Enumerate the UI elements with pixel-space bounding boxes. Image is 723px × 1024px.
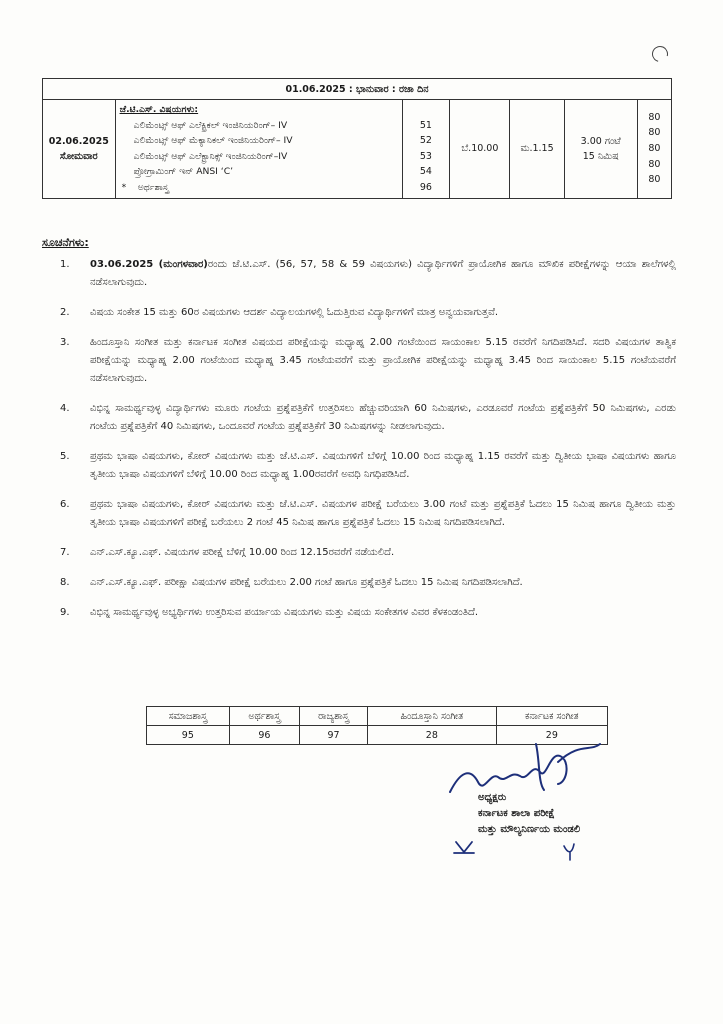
codes-value: 97 — [300, 726, 368, 745]
signatory-org-line1: ಕರ್ನಾಟಕ ಶಾಲಾ ಪರೀಕ್ಷೆ — [478, 808, 555, 819]
note-item — [60, 496, 676, 532]
signatory-block — [478, 790, 580, 838]
subject-name-starred — [120, 180, 398, 196]
exam-row — [43, 100, 672, 199]
note-text: ಎನ್.ಎಸ್.ಕ್ಯೂ.ಎಫ್. ವಿಷಯಗಳ ಪರೀಕ್ಷೆ ಬೆಳಿಗ್ಗೆ 10.00 ರಿಂದ 12.15ರವರೆಗೆ ನಡೆಯಲಿದೆ. — [90, 547, 395, 558]
codes-header: ರಾಜ್ಯಶಾಸ್ತ್ರ — [300, 707, 368, 726]
initials-mark-icon — [452, 838, 476, 858]
subject-group-header: ಜೆ.ಟಿ.ಎಸ್. ವಿಷಯಗಳು: — [119, 104, 199, 115]
exam-date-cell — [43, 100, 116, 199]
subject-marks: 80 — [648, 142, 661, 154]
note-text: ವಿಭಿನ್ನ ಸಾಮರ್ಥ್ಯವುಳ್ಳ ಅಭ್ಯರ್ಥಿಗಳು ಉತ್ತರಿಸುವ ಪರ್ಯಾಯ ವಿಷಯಗಳು ಮತ್ತು ವಿಷಯ ಸಂಕೇತಗಳ ವಿವರ ಕೆಳಕಂಡಂತಿದೆ. — [90, 607, 479, 618]
signatory-designation: ಅಧ್ಯಕ್ಷರು — [478, 792, 507, 803]
note-number: 7. — [60, 547, 70, 558]
subject-code: 54 — [419, 166, 432, 178]
corner-mark-icon — [649, 43, 671, 65]
subject-code: 96 — [419, 181, 432, 193]
note-number: 8. — [60, 577, 70, 588]
subject-marks: 80 — [648, 174, 661, 186]
note-item — [60, 334, 676, 388]
subject-code: 51 — [419, 119, 432, 131]
tick-mark-icon — [560, 840, 580, 862]
note-item — [60, 304, 676, 322]
duration-cell — [564, 100, 637, 199]
note-text: ರಂದು ಜೆ.ಟಿ.ಎಸ್. (56, 57, 58 & 59 ವಿಷಯಗಳು) ವಿದ್ಯಾರ್ಥಿಗಳಿಗೆ ಪ್ರಾಯೋಗಿಕ ಹಾಗೂ ಮೌಖಿಕ ಪರೀಕ್ಷೆಗಳನ್ನು ಆಯಾ ಶಾಲೆಗಳಲ್ಲಿ ನಡೆಸಲಾಗುವುದು. — [90, 259, 676, 288]
notes-list — [60, 256, 676, 634]
subject-code: 52 — [419, 135, 432, 147]
note-number: 5. — [60, 451, 70, 462]
subject-name: ಎಲಿಮೆಂಟ್ಸ್ ಆಫ್ ಎಲೆಕ್ಟ್ರಿಕಲ್ ಇಂಜಿನಿಯರಿಂಗ್– IV — [133, 119, 288, 131]
subject-marks: 80 — [648, 127, 661, 139]
subject-name: ಎಲಿಮೆಂಟ್ಸ್ ಆಫ್ ಎಲೆಕ್ಟ್ರಾನಿಕ್ಸ್ ಇಂಜಿನಿಯರಿಂಗ್–IV — [133, 150, 288, 162]
codes-header-row — [147, 707, 608, 726]
subject-code: 53 — [419, 150, 432, 162]
duration-minutes: 15 ನಿಮಿಷ — [582, 150, 619, 162]
note-item — [60, 448, 676, 484]
note-text: ಹಿಂದೂಸ್ತಾನಿ ಸಂಗೀತ ಮತ್ತು ಕರ್ನಾಟಕ ಸಂಗೀತ ವಿಷಯದ ಪರೀಕ್ಷೆಯನ್ನು ಮಧ್ಯಾಹ್ನ 2.00 ಗಂಟೆಯಿಂದ ಸಾಯಂಕಾಲ 5.15 ರವರೆಗೆ ನಿಗದಿಪಡಿಸಿದೆ. ಸದರಿ ವಿಷಯಗಳ ತಾತ್ವಿಕ ಪರೀಕ್ಷೆಯನ್ನು ಮಧ್ಯಾಹ್ನ 2.00 ಗಂಟೆಯಿಂದ ಮಧ್ಯಾಹ್ನ 3.45 ಗಂಟೆಯವರೆಗೆ ಮತ್ತು ಪ್ರಾಯೋಗಿಕ ಪರೀಕ್ಷೆಯನ್ನು ಮಧ್ಯಾಹ್ನ 3.45 ರಿಂದ ಸಾಯಂಕಾಲ 5.15 ಗಂಟೆಯವರೆಗೆ ನಡೆಸಲಾಗುವುದು. — [90, 337, 676, 384]
codes-header: ಹಿಂದೂಸ್ತಾನಿ ಸಂಗೀತ — [368, 707, 497, 726]
note-item — [60, 544, 676, 562]
note-text: ಎನ್.ಎಸ್.ಕ್ಯೂ.ಎಫ್. ಪರೀಕ್ಷಾ ವಿಷಯಗಳ ಪರೀಕ್ಷೆ ಬರೆಯಲು 2.00 ಗಂಟೆ ಹಾಗೂ ಪ್ರಶ್ನೆಪತ್ರಿಕೆ ಓದಲು 15 ನಿಮಿಷ ನಿಗದಿಪಡಿಸಲಾಗಿದೆ. — [90, 577, 523, 588]
star-marker: * — [121, 181, 127, 193]
notes-title: ಸೂಚನೆಗಳು: — [42, 236, 89, 249]
note-item — [60, 400, 676, 436]
codes-value: 28 — [368, 726, 497, 745]
codes-value: 95 — [147, 726, 230, 745]
note-number: 4. — [60, 403, 70, 414]
subject-name: ಎಲಿಮೆಂಟ್ಸ್ ಆಫ್ ಮೆಕ್ಯಾನಿಕಲ್ ಇಂಜಿನಿಯರಿಂಗ್– IV — [133, 135, 293, 147]
note-text: ಪ್ರಥಮ ಭಾಷಾ ವಿಷಯಗಳು, ಕೋರ್ ವಿಷಯಗಳು ಮತ್ತು ಜೆ.ಟಿ.ಎಸ್. ವಿಷಯಗಳಿಗೆ ಬೆಳಿಗ್ಗೆ 10.00 ರಿಂದ ಮಧ್ಯಾಹ್ನ 1.15 ರವರೆಗೆ ಮತ್ತು ದ್ವಿತೀಯ ಭಾಷಾ ವಿಷಯಗಳು ಹಾಗೂ ತೃತೀಯ ಭಾಷಾ ವಿಷಯಗಳಿಗೆ ಬೆಳಿಗ್ಗೆ 10.00 ರಿಂದ ಮಧ್ಯಾಹ್ನ 1.00ರವರೆಗೆ ಅವಧಿ ನಿಗಧಿಪಡಿಸಿದೆ. — [90, 451, 676, 480]
codes-header: ಸಮಾಜಶಾಸ್ತ್ರ — [147, 707, 230, 726]
note-text: ವಿಷಯ ಸಂಕೇತ 15 ಮತ್ತು 60ರ ವಿಷಯಗಳು ಆದರ್ಶ ವಿದ್ಯಾಲಯಗಳಲ್ಲಿ ಓದುತ್ತಿರುವ ವಿದ್ಯಾರ್ಥಿಗಳಿಗೆ ಮಾತ್ರ ಅನ್ವಯವಾಗುತ್ತವೆ. — [90, 307, 499, 318]
exam-date: 02.06.2025 — [48, 135, 109, 147]
exam-schedule-table — [42, 78, 672, 199]
subject-marks: 80 — [648, 158, 661, 170]
note-item — [60, 256, 676, 292]
note-number: 9. — [60, 607, 70, 618]
holiday-cell: 01.06.2025 : ಭಾನುವಾರ : ರಜಾ ದಿನ — [43, 79, 672, 100]
start-time-cell: ಬೆ.10.00 — [450, 100, 510, 199]
note-item — [60, 604, 676, 622]
exam-day: ಸೋಮವಾರ — [59, 150, 98, 162]
codes-header: ಅರ್ಥಶಾಸ್ತ್ರ — [229, 707, 299, 726]
subject-marks: 80 — [648, 111, 661, 123]
note-number: 6. — [60, 499, 70, 510]
marks-cell — [637, 100, 671, 199]
duration-hours: 3.00 ಗಂಟೆ — [580, 135, 621, 147]
holiday-row — [43, 79, 672, 100]
subject-codes-cell — [402, 100, 450, 199]
subject-name: ಪ್ರೋಗ್ರಾಮಿಂಗ್ ಇನ್ ANSI ‘C’ — [133, 166, 234, 178]
note-number: 2. — [60, 307, 70, 318]
end-time-cell: ಮ.1.15 — [510, 100, 564, 199]
codes-value: 29 — [496, 726, 607, 745]
note-number: 3. — [60, 337, 70, 348]
codes-header: ಕರ್ನಾಟಕ ಸಂಗೀತ — [496, 707, 607, 726]
note-number: 1. — [60, 259, 70, 270]
note-text: ವಿಭಿನ್ನ ಸಾಮರ್ಥ್ಯವುಳ್ಳ ವಿದ್ಯಾರ್ಥಿಗಳು ಮೂರು ಗಂಟೆಯ ಪ್ರಶ್ನೆಪತ್ರಿಕೆಗೆ ಉತ್ತರಿಸಲು ಹೆಚ್ಚುವರಿಯಾಗಿ 60 ನಿಮಿಷಗಳು, ಎರಡೂವರೆ ಗಂಟೆಯ ಪ್ರಶ್ನೆಪತ್ರಿಕೆಗೆ 50 ನಿಮಿಷಗಳು, ಎರಡು ಗಂಟೆಯ ಪ್ರಶ್ನೆಪತ್ರಿಕೆಗೆ 40 ನಿಮಿಷಗಳು, ಒಂದೂವರೆ ಗಂಟೆಯ ಪ್ರಶ್ನೆಪತ್ರಿಕೆಗೆ 30 ನಿಮಿಷಗಳನ್ನು ನೀಡಲಾಗುವುದು. — [90, 403, 676, 432]
note-text: ಪ್ರಥಮ ಭಾಷಾ ವಿಷಯಗಳು, ಕೋರ್ ವಿಷಯಗಳು ಮತ್ತು ಜೆ.ಟಿ.ಎಸ್. ವಿಷಯಗಳ ಪರೀಕ್ಷೆ ಬರೆಯಲು 3.00 ಗಂಟೆ ಮತ್ತು ಪ್ರಶ್ನೆಪತ್ರಿಕೆ ಓದಲು 15 ನಿಮಿಷ ಹಾಗೂ ದ್ವಿತೀಯ ಮತ್ತು ತೃತೀಯ ಭಾಷಾ ವಿಷಯಗಳಿಗೆ ಪರೀಕ್ಷೆ ಬರೆಯಲು 2 ಗಂಟೆ 45 ನಿಮಿಷ ಹಾಗೂ ಪ್ರಶ್ನೆಪತ್ರಿಕೆ ಓದಲು 15 ನಿಮಿಷ ನಿಗದಿಪಡಿಸಲಾಗಿದೆ. — [90, 499, 676, 528]
subjects-cell — [115, 100, 402, 199]
codes-value: 96 — [229, 726, 299, 745]
subject-name: ಅರ್ಥಶಾಸ್ತ್ರ — [137, 181, 169, 193]
note-bold-prefix: 03.06.2025 (ಮಂಗಳವಾರ) — [90, 259, 208, 270]
signatory-org-line2: ಮತ್ತು ಮೌಲ್ಯನಿರ್ಣಯ ಮಂಡಲಿ — [478, 824, 581, 835]
note-item — [60, 574, 676, 592]
